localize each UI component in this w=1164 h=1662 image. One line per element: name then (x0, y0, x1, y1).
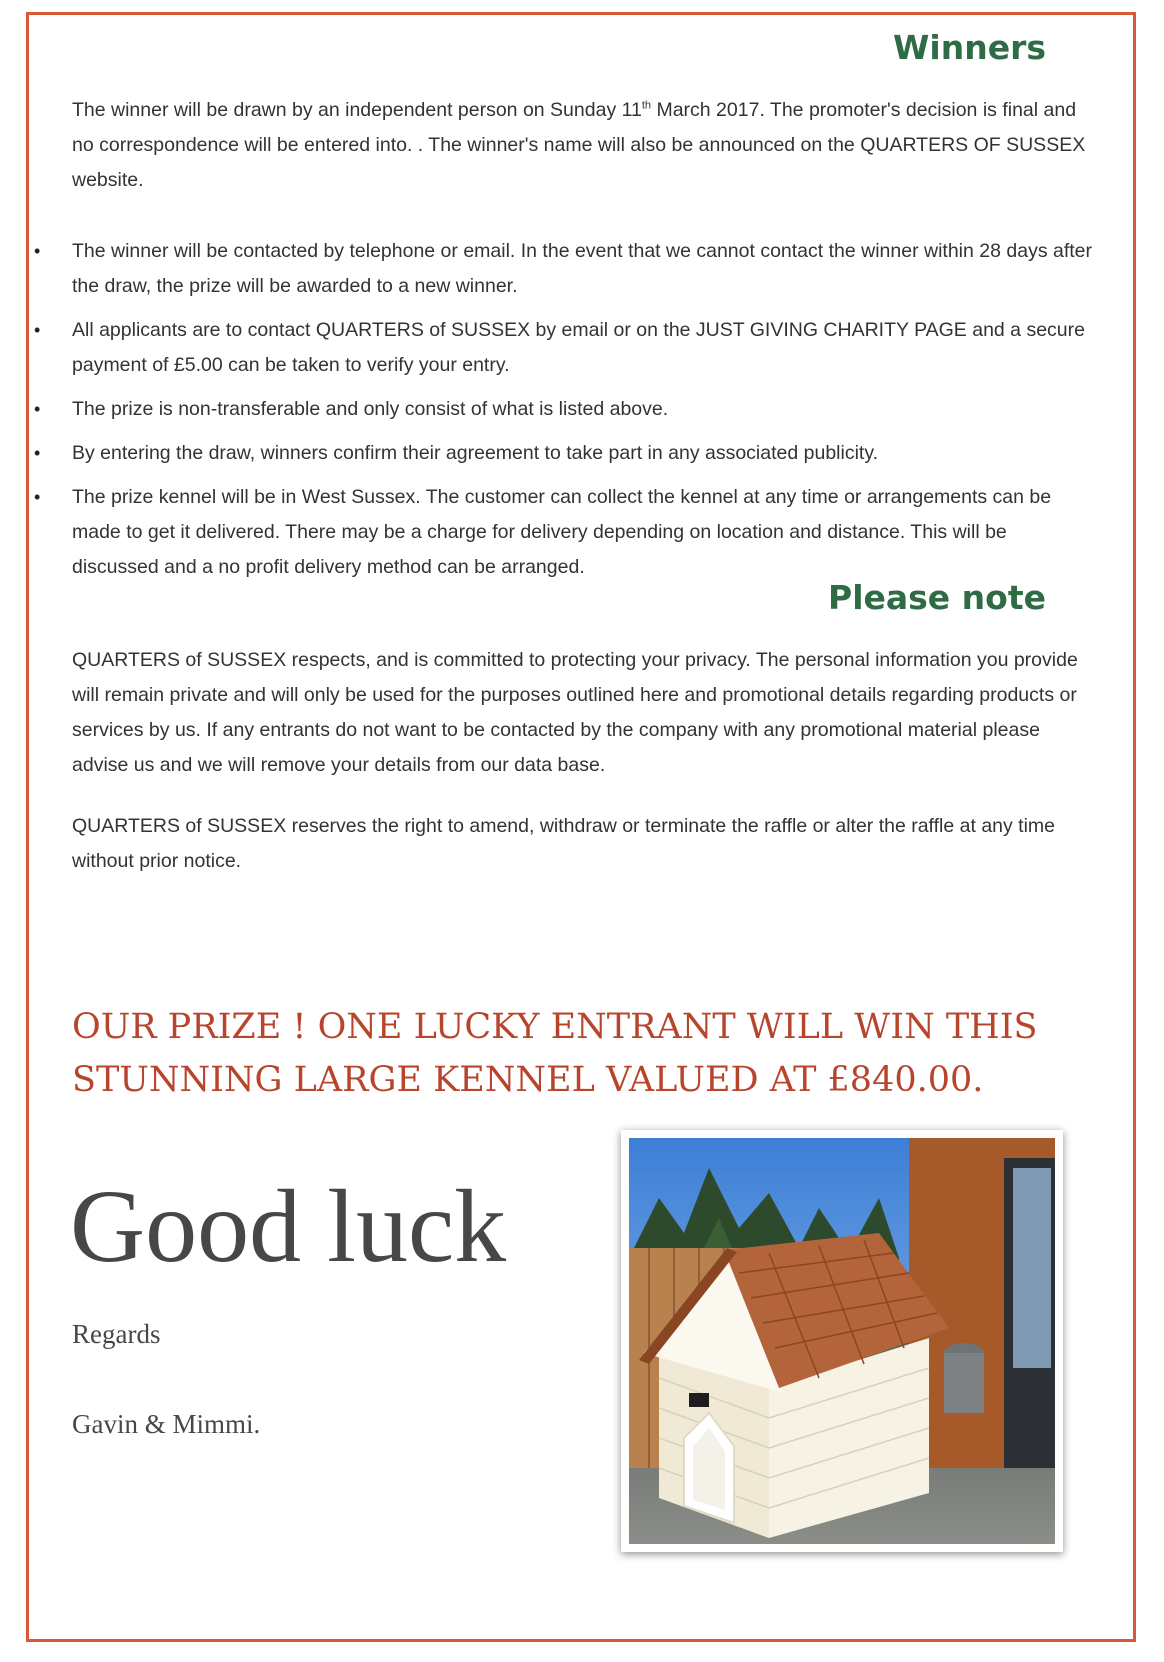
kennel-image (629, 1138, 1055, 1544)
winners-intro-text: The winner will be drawn by an independent person on Sunday 11 (72, 99, 642, 121)
list-item: • All applicants are to contact QUARTERS of SUSSEX by email or on the JUST GIVING CHARITY PAGE and a secure payment of £5.00 can be taken to verify your entry. (72, 313, 1092, 383)
winners-intro (72, 93, 1092, 198)
date-ordinal: th (641, 99, 652, 112)
please-note-heading: Please note (828, 578, 1046, 617)
list-item: • The winner will be contacted by telephone or email. In the event that we cannot contact the winner within 28 days after the draw, the prize will be awarded to a new winner. (72, 234, 1092, 304)
winners-intro-text-cont: March 2017. The promoter's decision is final and no correspondence will be entered into. . The winner's name will also be announced on the QUARTERS OF SUSSEX website. (72, 99, 1086, 191)
good-luck-title: Good luck (70, 1169, 507, 1284)
signoff-text: Gavin & Mimmi. (72, 1409, 261, 1439)
winners-heading: Winners (893, 28, 1046, 67)
rules-list (72, 234, 1092, 594)
list-item: • By entering the draw, winners confirm their agreement to take part in any associated publicity. (72, 436, 1092, 471)
list-item: • The prize kennel will be in West Sussex. The customer can collect the kennel at any time or arrangements can be made to get it delivered. There may be a charge for delivery depending on location and distance. This will be discussed and a no profit delivery method can be arranged. (72, 480, 1092, 585)
rights-paragraph: QUARTERS of SUSSEX reserves the right to amend, withdraw or terminate the raffle or alter the raffle at any time without prior notice. (72, 815, 1056, 872)
kennel-photo (621, 1130, 1063, 1552)
prize-announcement: OUR PRIZE ! ONE LUCKY ENTRANT WILL WIN THIS STUNNING LARGE KENNEL VALUED AT £840.00. (72, 1007, 1038, 1100)
privacy-paragraph: QUARTERS of SUSSEX respects, and is committed to protecting your privacy. The personal information you provide will remain private and will only be used for the purposes outlined here and promotional details regarding products or services by us. If any entrants do not want to be contacted by the company with any promotional material please advise us and we will remove your details from our data base. (72, 649, 1078, 776)
list-item: • The prize is non-transferable and only consist of what is listed above. (72, 392, 1092, 427)
regards-text: Regards (72, 1319, 161, 1349)
